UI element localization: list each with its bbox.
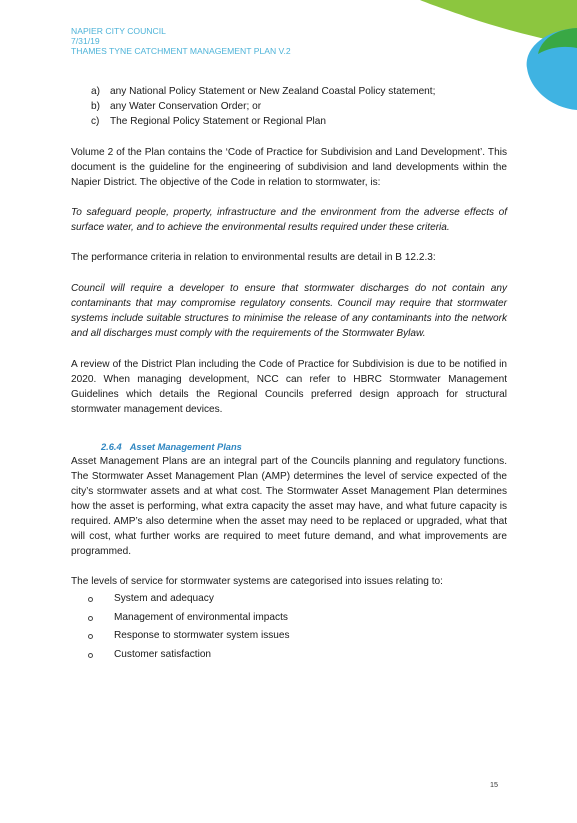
header-date: 7/31/19 [71,36,100,46]
list-marker: a) [91,86,100,97]
page-number: 15 [490,780,498,789]
paragraph-asset-management: Asset Management Plans are an integral part of the Councils planning and regulatory functions. The Stormwater Asset Management Plan (AMP) determines the level of service expected of the city’s stormwater assets and at what cost. The Stormwater Asset Management Plan determines how the asset is performing, what extra capacity the asset may have, and what future capacity is required. AMP’s also determine when the asset may need to be replaced or upgraded, what that will cost, what further works are required to meet future demand, and what improvements are programmed. [71,456,507,557]
header-organization: NAPIER CITY COUNCIL [71,26,166,36]
list-item [91,84,507,99]
section-heading [101,441,507,454]
list-item-text: The Regional Policy Statement or Regional Plan [110,116,327,127]
list-item-text: Customer satisfaction [114,648,212,660]
list-item [88,627,507,646]
quote-stormwater-objective: To safeguard people, property, infrastructure and the environment from the adverse effects of surface water, and to achieve the environmental results required under these criteria. [71,207,507,233]
paragraph-performance-criteria: The performance criteria in relation to environmental results are detail in B 12.2.3: [71,252,436,263]
quote-contaminants: Council will require a developer to ensure that stormwater discharges do not contain any contaminants that may compromise regulatory consents. Council may require that stormwater systems include suitable structures to minimise the release of any contaminants into the network and all discharges must comply with the requirements of the Stormwater Bylaw. [71,283,507,339]
circle-bullet-icon [88,634,93,639]
corner-blue-leaf [527,28,577,110]
corner-dark-green-shape [538,28,577,54]
list-item [91,114,507,129]
section-number: 2.6.4 [101,442,122,452]
list-item-text: Response to stormwater system issues [114,630,290,641]
list-item-text: any National Policy Statement or New Zealand Coastal Policy statement; [110,86,436,97]
list-item [91,99,507,114]
circle-bullet-icon [88,653,93,658]
list-item-text: Management of environmental impacts [114,611,288,623]
page-body [71,84,507,664]
list-item-text: any Water Conservation Order; or [110,101,262,112]
list-item [88,590,507,609]
list-item [88,646,507,665]
list-marker: c) [91,116,100,127]
corner-green-wave [420,0,577,46]
list-item [88,609,507,628]
list-item-text: System and adequacy [114,593,214,604]
header-document-title: THAMES TYNE CATCHMENT MANAGEMENT PLAN V.2 [71,46,291,56]
lettered-list [71,84,507,129]
service-issues-list [71,590,507,664]
section-title: Asset Management Plans [129,442,242,452]
circle-bullet-icon [88,616,93,621]
list-marker: b) [91,101,100,112]
paragraph-district-plan-review: A review of the District Plan including the Code of Practice for Subdivision is due to be notified in 2020. When managing development, NCC can refer to HBRC Stormwater Management Guidelines which details the Regional Councils preferred design approach for structural stormwater management devices. [71,359,507,415]
paragraph-levels-of-service: The levels of service for stormwater systems are categorised into issues relating to: [71,576,443,587]
paragraph-code-of-practice: Volume 2 of the Plan contains the ‘Code of Practice for Subdivision and Land Development’. This document is the guideline for the engineering of subdivision and land developments within the Napier District. The objective of the Code in relation to stormwater, is: [71,147,507,188]
circle-bullet-icon [88,597,93,602]
document-header [71,26,291,56]
